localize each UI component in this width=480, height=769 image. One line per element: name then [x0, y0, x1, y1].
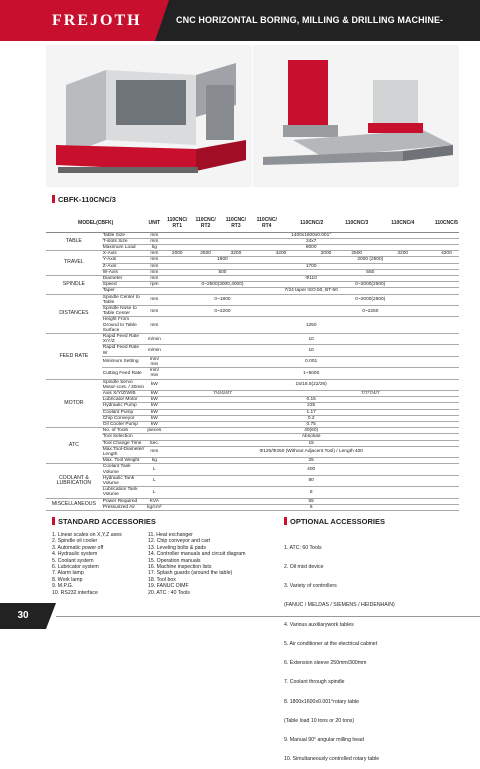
list-item: 19. FANUC OIMF: [148, 583, 189, 590]
table-cell: 1.17: [163, 409, 459, 415]
table-cell: 7/24 taper ISO.50, BT-50: [163, 288, 459, 294]
header-m2: 110CNC/2: [282, 216, 342, 232]
table-cell: 8: [163, 487, 459, 498]
table-cell: mm: [145, 275, 163, 281]
list-item: 18. Tool box: [148, 576, 176, 583]
table-cell: [145, 368, 163, 379]
table-cell: m/min: [145, 345, 163, 356]
page-number: 30: [0, 603, 46, 629]
table-cell: Tool Selection: [102, 434, 146, 440]
list-item: 2. Spindle oil cooler: [52, 538, 98, 545]
cell-text: RT3: [231, 222, 241, 229]
table-cell: Absolute: [163, 434, 459, 440]
group-table: TABLE: [46, 232, 102, 251]
caption-marker: [52, 195, 55, 203]
table-cell: kW: [145, 403, 163, 409]
table-cell: 15/18.5(22/26): [163, 379, 459, 390]
table-cell: 4200: [252, 251, 310, 257]
table-cell: No. of Tools: [102, 428, 146, 434]
list-item: 10. RS232 interface: [52, 589, 98, 596]
group-misc: MISCELLANEOUS: [46, 498, 102, 510]
header-rt4: [252, 216, 282, 232]
table-row: [46, 345, 459, 356]
table-cell: Hydraulic Tank Volume: [102, 475, 146, 486]
standard-accessories-list-1: [52, 532, 122, 596]
model-caption: [52, 195, 116, 204]
list-item: (FANUC / MELDAS / SIEMENS / HEIDENHAIN): [284, 602, 395, 609]
table-cell: Lubrication Tank Volume: [102, 487, 146, 498]
optional-accessories-title: OPTIONAL ACCESSORIES: [284, 517, 385, 526]
group-feed-rate: FEED RATE: [46, 333, 102, 379]
table-cell: 550: [282, 269, 459, 275]
cell-text: RT1: [172, 222, 182, 229]
group-distances: DISTANCES: [46, 294, 102, 333]
header-model: MODEL(CBFK): [46, 216, 145, 232]
cell-text: min: [150, 373, 159, 379]
group-travel: TRAVEL: [46, 251, 102, 276]
table-cell: Lubricator Motor: [102, 397, 146, 403]
table-cell: Φ125/Φ250 (Without Adjacent Tool) / Length 400: [163, 446, 459, 457]
table-cell: Spindle Center to Table: [102, 294, 146, 305]
cell-text: 110CNC/: [167, 217, 188, 224]
list-item: 7. Coolant through spindle: [284, 679, 345, 686]
group-spindle: SPINDLE: [46, 275, 102, 294]
table-cell: 80: [163, 475, 459, 486]
standard-accessories-title: STANDARD ACCESSORIES: [52, 517, 156, 526]
list-item: 20. ATC : 40 Tools: [148, 589, 190, 596]
table-cell: 225: [163, 403, 459, 409]
table-cell: Maximum Load: [102, 244, 146, 250]
header-m4: 110CNC/4: [372, 216, 434, 232]
table-cell: kW: [145, 379, 163, 390]
table-cell: 8000: [163, 244, 459, 250]
table-cell: 1~5000: [163, 368, 459, 379]
caption-marker: [52, 517, 55, 525]
table-cell: 55: [163, 498, 459, 504]
table-cell: KVA: [145, 498, 163, 504]
list-item: 8. Work lamp: [52, 576, 83, 583]
list-item: 15. Operation manuals: [148, 557, 201, 564]
table-cell: Coolant Tank Volume: [102, 464, 146, 475]
table-cell: Max. Tool Weight: [102, 458, 146, 464]
table-cell: mm: [145, 257, 163, 263]
list-item: 6. Lubricator system: [52, 564, 99, 571]
table-row: [46, 317, 459, 334]
table-cell: kW: [145, 409, 163, 415]
list-item: 3. Variety of controllers: [284, 583, 337, 590]
table-cell: Z-Axis: [102, 263, 146, 269]
table-cell: 0~2500(3000,4000): [163, 282, 281, 288]
table-cell: kW: [145, 390, 163, 396]
table-cell: Sec.: [145, 440, 163, 446]
cell-text: 110CNC/: [256, 217, 277, 224]
group-atc: ATC: [46, 428, 102, 464]
table-cell: 500: [163, 269, 281, 275]
footer-rule: [56, 616, 480, 617]
table-cell: mm: [145, 251, 163, 257]
table-cell: Spindle Servo Motor-cont. / 30min: [102, 379, 145, 390]
table-cell: mm: [145, 305, 163, 316]
table-row: [46, 379, 459, 390]
cell-text: RT4: [261, 222, 272, 229]
table-cell: Y-Axis: [102, 257, 146, 263]
table-cell: Oil Cooler Pump: [102, 422, 146, 428]
table-cell: Cutting Feed Rate: [102, 368, 146, 379]
list-item: 4. Hydraulic system: [52, 551, 98, 558]
table-cell: 1800: [163, 257, 281, 263]
list-item: 5. Air conditioner at the electrical cabinet: [284, 640, 378, 647]
list-item: 2. Oil mist device: [284, 564, 324, 571]
table-cell: L: [145, 487, 163, 498]
table-cell: 2000: [163, 251, 191, 257]
table-cell: mm: [145, 317, 163, 334]
table-cell: 1250: [163, 317, 459, 334]
brand-logo: FREJOTH: [0, 0, 155, 41]
table-cell: 0~2250: [282, 305, 459, 316]
list-item: 6. Extension sleeve 250mm/300mm: [284, 660, 367, 667]
table-cell: 2500: [191, 251, 220, 257]
table-cell: 0.001: [163, 356, 459, 367]
list-item: 13. Leveling bolts & pads: [148, 544, 206, 551]
table-cell: Diameter: [102, 275, 146, 281]
group-coolant: [46, 464, 102, 498]
table-cell: Φ110: [163, 275, 459, 281]
table-cell: 400: [163, 464, 459, 475]
table-cell: Axis X/Y/Z/W/B: [102, 390, 146, 396]
header-rt3: [220, 216, 252, 232]
table-row: [46, 294, 459, 305]
table-cell: 24x7: [163, 238, 459, 244]
table-cell: Pressurized Air: [102, 504, 146, 510]
table-cell: 0.2: [163, 415, 459, 421]
table-cell: mm: [145, 238, 163, 244]
table-cell: Power Required: [102, 498, 146, 504]
table-cell: kW: [145, 422, 163, 428]
list-item: 11. Heat exchanger: [148, 532, 193, 538]
table-row: [46, 333, 459, 344]
table-cell: Speed: [102, 282, 146, 288]
list-item: 17. Splash guards (around the table): [148, 570, 233, 577]
machine-photo-enclosed: [46, 45, 252, 187]
list-item: 3. Automatic power off: [52, 544, 104, 551]
table-cell: kg: [145, 458, 163, 464]
header-rt2: [191, 216, 220, 232]
table-cell: mm: [145, 232, 163, 238]
header-unit: UNIT: [145, 216, 163, 232]
table-cell: X-Axis: [102, 251, 146, 257]
table-cell: T-slots Size: [102, 238, 146, 244]
cell-text: COOLANT &: [58, 474, 89, 481]
table-cell: L: [145, 475, 163, 486]
cell-text: RT2: [200, 222, 211, 229]
table-row: [46, 446, 459, 457]
list-item: 1. Linear scales on X,Y,Z axes: [52, 532, 122, 538]
list-item: 5. Coolant system: [52, 557, 94, 564]
table-cell: Coolant Pump: [102, 409, 146, 415]
table-cell: m/min: [145, 333, 163, 344]
table-cell: 7/4/4/4/7: [163, 390, 281, 396]
list-item: 7. Alarm lamp: [52, 570, 84, 577]
list-item: 12. Chip conveyor and cart: [148, 538, 210, 545]
machine-photos: [46, 45, 459, 187]
list-item: 8. 1800x1600x0.001°rotary table: [284, 698, 360, 705]
table-cell: 0~1800: [163, 294, 281, 305]
cell-text: 110CNC/: [225, 217, 247, 224]
table-cell: rpm: [145, 282, 163, 288]
table-row: [46, 504, 459, 510]
optional-accessories-list: [284, 532, 395, 769]
table-cell: kg: [145, 244, 163, 250]
table-cell: Max.Tool-Diameter/ Length: [102, 446, 145, 458]
list-item: 10. Simultaneously controlled rotary table: [284, 756, 380, 763]
table-cell: mm: [145, 269, 163, 275]
table-header-row: [46, 216, 459, 232]
table-cell: 4200: [434, 251, 459, 257]
table-cell: 10: [163, 345, 459, 356]
table-cell: 2000 (2500): [282, 257, 459, 263]
cell-text: LUBRICATION: [56, 480, 92, 487]
page-title: CNC HORIZONTAL BORING, MILLING & DRILLING MACHINE-: [176, 15, 444, 25]
table-cell: Rapid Feed Rate X/Y/Z: [102, 333, 146, 344]
machine-photo-open: [253, 45, 459, 187]
table-cell: pieces: [145, 428, 163, 434]
header-rt1: [163, 216, 191, 232]
spec-table: [46, 216, 459, 511]
page-header: [0, 0, 480, 41]
table-cell: Chip Conveyor: [102, 415, 146, 421]
group-motor: MOTOR: [46, 379, 102, 428]
model-caption-text: CBFK-110CNC/3: [58, 195, 116, 204]
caption-marker: [284, 517, 287, 525]
table-cell: Hydraulic Pump: [102, 403, 146, 409]
table-cell: 3200: [372, 251, 434, 257]
table-row: [46, 464, 459, 475]
table-row: [46, 305, 459, 316]
header-m3: 110CNC/3: [342, 216, 372, 232]
table-row: [46, 487, 459, 498]
table-cell: kg/cm²: [147, 504, 162, 510]
table-cell: 40(60): [163, 428, 459, 434]
table-cell: 0~2200: [163, 305, 281, 316]
table-cell: 2000: [310, 251, 342, 257]
table-cell: Rapid Feed Rate W: [102, 345, 146, 356]
table-row: [46, 368, 459, 379]
table-cell: 1700: [163, 263, 459, 269]
list-item: 16. Machine inspection lists: [148, 564, 212, 571]
table-cell: 25: [163, 458, 459, 464]
table-cell: mm: [145, 294, 163, 305]
list-item: 1. ATC: 60 Tools: [284, 544, 322, 551]
standard-accessories-list-2: [148, 532, 245, 596]
table-row: [46, 356, 459, 367]
table-cell: 6: [163, 504, 459, 510]
list-item: (Table load 10 tons or 20 tons): [284, 717, 355, 724]
table-cell: Taper: [102, 288, 146, 294]
table-cell: kW: [145, 397, 163, 403]
table-cell: mm: [145, 263, 163, 269]
cell-text: mm/: [149, 356, 160, 362]
table-cell: 7/7/7/4/7: [282, 390, 459, 396]
table-cell: L: [145, 464, 163, 475]
table-cell: W-Axis: [102, 269, 146, 275]
header-m5: 110CNC/5: [434, 216, 459, 232]
table-cell: mm: [145, 446, 163, 457]
table-cell: 0.15: [163, 397, 459, 403]
table-row: [46, 475, 459, 486]
table-cell: 2500: [342, 251, 372, 257]
cell-text: min: [150, 361, 159, 367]
table-cell: Spindle Nose to Table Center: [102, 305, 146, 316]
list-item: 14. Controller manuals and circuit diagram: [148, 551, 246, 558]
table-cell: Table Size: [102, 232, 146, 238]
table-cell: 0~2000(2500): [282, 294, 459, 305]
table-cell: 1400x1600x0.001°: [163, 232, 459, 238]
table-cell: Height From Ground to Table Surface: [102, 317, 146, 334]
table-cell: Tool Change Time: [102, 440, 146, 446]
table-cell: 0~2000(2500): [282, 282, 459, 288]
list-item: 4. Various auxiliarywork tables: [284, 621, 354, 628]
table-cell: Minimum Setting: [102, 356, 146, 367]
table-cell: 0.75: [163, 422, 459, 428]
table-cell: 15: [163, 440, 459, 446]
table-cell: 3200: [220, 251, 252, 257]
table-cell: [145, 356, 163, 367]
cell-text: 110CNC/: [195, 217, 216, 224]
table-cell: 10: [163, 333, 459, 344]
cell-text: mm/: [149, 368, 160, 374]
list-item: 9. M.P.G.: [52, 583, 74, 590]
list-item: 9. Manual 90° angular milling head: [284, 737, 364, 743]
table-cell: kW: [145, 415, 163, 421]
